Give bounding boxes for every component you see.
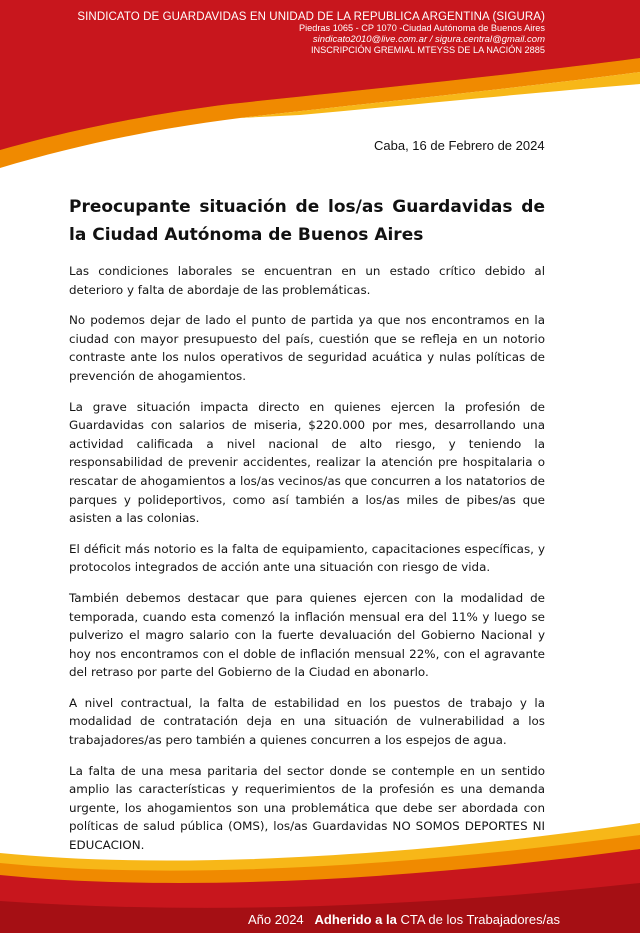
footer-banner bbox=[0, 823, 640, 933]
body-paragraph: El déficit más notorio es la falta de equipamiento, capacitaciones específicas, y protocolos integrados de acción ante una situación con riesgo de vida. bbox=[69, 541, 545, 575]
document-title: Preocupante situación de los/as Guardavidas de la Ciudad Autónoma de Buenos Aires bbox=[69, 197, 545, 245]
header-text-block bbox=[77, 12, 545, 56]
organization-registration: INSCRIPCIÓN GREMIAL MTEYSS DE LA NACIÓN 2885 bbox=[310, 45, 545, 55]
footer-adhered: Adherido a la bbox=[314, 912, 397, 927]
organization-address: Piedras 1065 - CP 1070 -Ciudad Autónoma de Buenos Aires bbox=[298, 23, 545, 33]
footer-cta: CTA de los Trabajadores/as bbox=[400, 912, 560, 927]
organization-name: SINDICATO DE GUARDAVIDAS EN UNIDAD DE LA REPUBLICA ARGENTINA (SIGURA) bbox=[77, 11, 545, 23]
body-paragraph: No podemos dejar de lado el punto de partida ya que nos encontramos en la ciudad con mayor presupuesto del país, cuestión que se refleja en un notorio contraste ante los nulos operativos de seguridad acuática y nulas políticas de prevención de ahogamientos. bbox=[69, 313, 545, 383]
body-paragraph: También debemos destacar que para quienes ejercen con la modalidad de temporada, cuando esta comenzó la inflación mensual era del 11% y luego se pulverizo el magro salario con la fuerte devaluación del Gobierno Nacional y hoy nos encontramos con el doble de inflación mensual 22%, con el agravante del retraso por parte del Gobierno de la Ciudad en abonarlo. bbox=[69, 590, 545, 680]
footer-year: Año 2024 bbox=[248, 912, 304, 927]
document-body bbox=[69, 262, 545, 867]
body-paragraph: Las condiciones laborales se encuentran en un estado crítico debido al deterioro y falta de abordaje de las problemáticas. bbox=[69, 264, 545, 297]
document-date: Caba, 16 de Febrero de 2024 bbox=[374, 138, 545, 153]
body-paragraph: A nivel contractual, la falta de estabilidad en los puestos de trabajo y la modalidad de contratación deja en una situación de vulnerabilidad a los trabajadores/as pero también a quienes concurren a los espejos de agua. bbox=[69, 695, 545, 748]
organization-emails: sindicato2010@live.com.ar / sigura.central@gmail.com bbox=[312, 34, 545, 45]
body-paragraph: La grave situación impacta directo en quienes ejercen la profesión de Guardavidas con salarios de miseria, $220.000 por mes, desarrollando una actividad calificada a nivel nacional de alto riesgo, y teniendo la responsabilidad de prevenir accidentes, realizar la atención pre hospitalaria o rescatar de ahogamientos a los/as vecinos/as que concurren a los natatorios de parques y polideportivos, como así también a los/as miles de pibes/as que asisten a las colonias. bbox=[69, 399, 545, 526]
footer-text bbox=[248, 912, 560, 927]
body-paragraph: La falta de una mesa paritaria del sector donde se contemple en un sentido amplio las características y requerimientos de la profesión es una demanda urgente, los ahogamientos son una problemática que debe ser abordada con políticas de salud pública (OMS), los/as Guardavidas NO SOMOS DEPORTES NI EDUCACION. bbox=[69, 763, 545, 853]
